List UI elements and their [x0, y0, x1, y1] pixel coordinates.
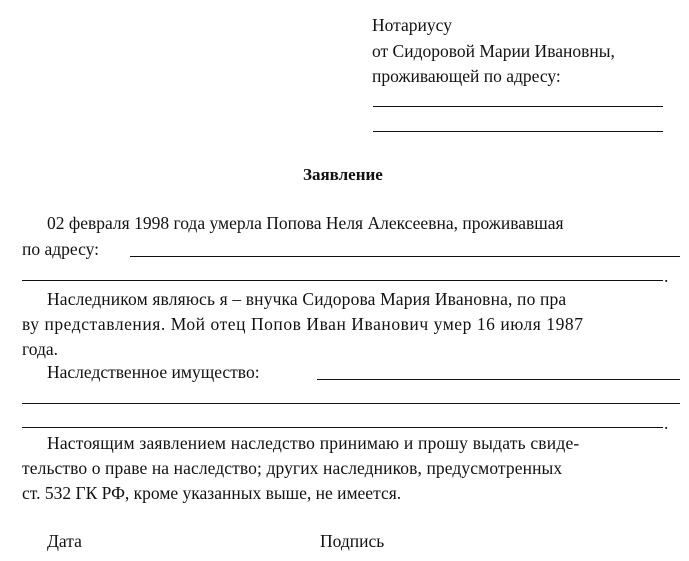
paragraph-acceptance-line-2: тельство о праве на наследство; других наследников, предусмотренных [22, 458, 563, 478]
signature-label: Подпись [320, 531, 385, 551]
paragraph-heir-line-3: года. [22, 339, 59, 359]
estate-blank-line-2 [22, 403, 680, 404]
deceased-address-blank-line-1 [130, 256, 680, 257]
paragraph-death-line-1 [47, 212, 680, 234]
header-addressee: Нотариусу [372, 15, 452, 35]
address-blank-line-1 [373, 106, 663, 107]
paragraph-heir-line-1: Наследником являюсь я – внучка Сидорова Мария Ивановна, по пра [47, 289, 567, 309]
header-residing: проживающей по адресу: [372, 66, 561, 86]
date-label: Дата [47, 531, 82, 551]
paragraph-heir-line-2: ву представления. Мой отец Попов Иван Иванович умер 16 июля 1987 [22, 314, 584, 334]
estate-blank-line-1 [317, 379, 680, 380]
paragraph-death-text-1: 02 февраля 1998 года умерла Попова Неля Алексеевна, проживавшая [47, 213, 564, 233]
document-title: Заявление [303, 165, 383, 184]
address-blank-line-2 [373, 131, 663, 132]
estate-end-mark: . [664, 413, 669, 433]
deceased-address-blank-line-2 [22, 280, 663, 281]
paragraph-acceptance-line-1: Настоящим заявлением наследство принимаю и прошу выдать свиде- [47, 433, 580, 453]
estate-label: Наследственное имущество: [47, 362, 260, 382]
paragraph-death-address-label: по адресу: [22, 239, 100, 259]
estate-blank-line-3 [22, 427, 663, 428]
deceased-address-end-mark: . [664, 266, 669, 286]
paragraph-acceptance-line-3: ст. 532 ГК РФ, кроме указанных выше, не имеется. [22, 483, 402, 503]
header-from: от Сидоровой Марии Ивановны, [372, 41, 615, 61]
